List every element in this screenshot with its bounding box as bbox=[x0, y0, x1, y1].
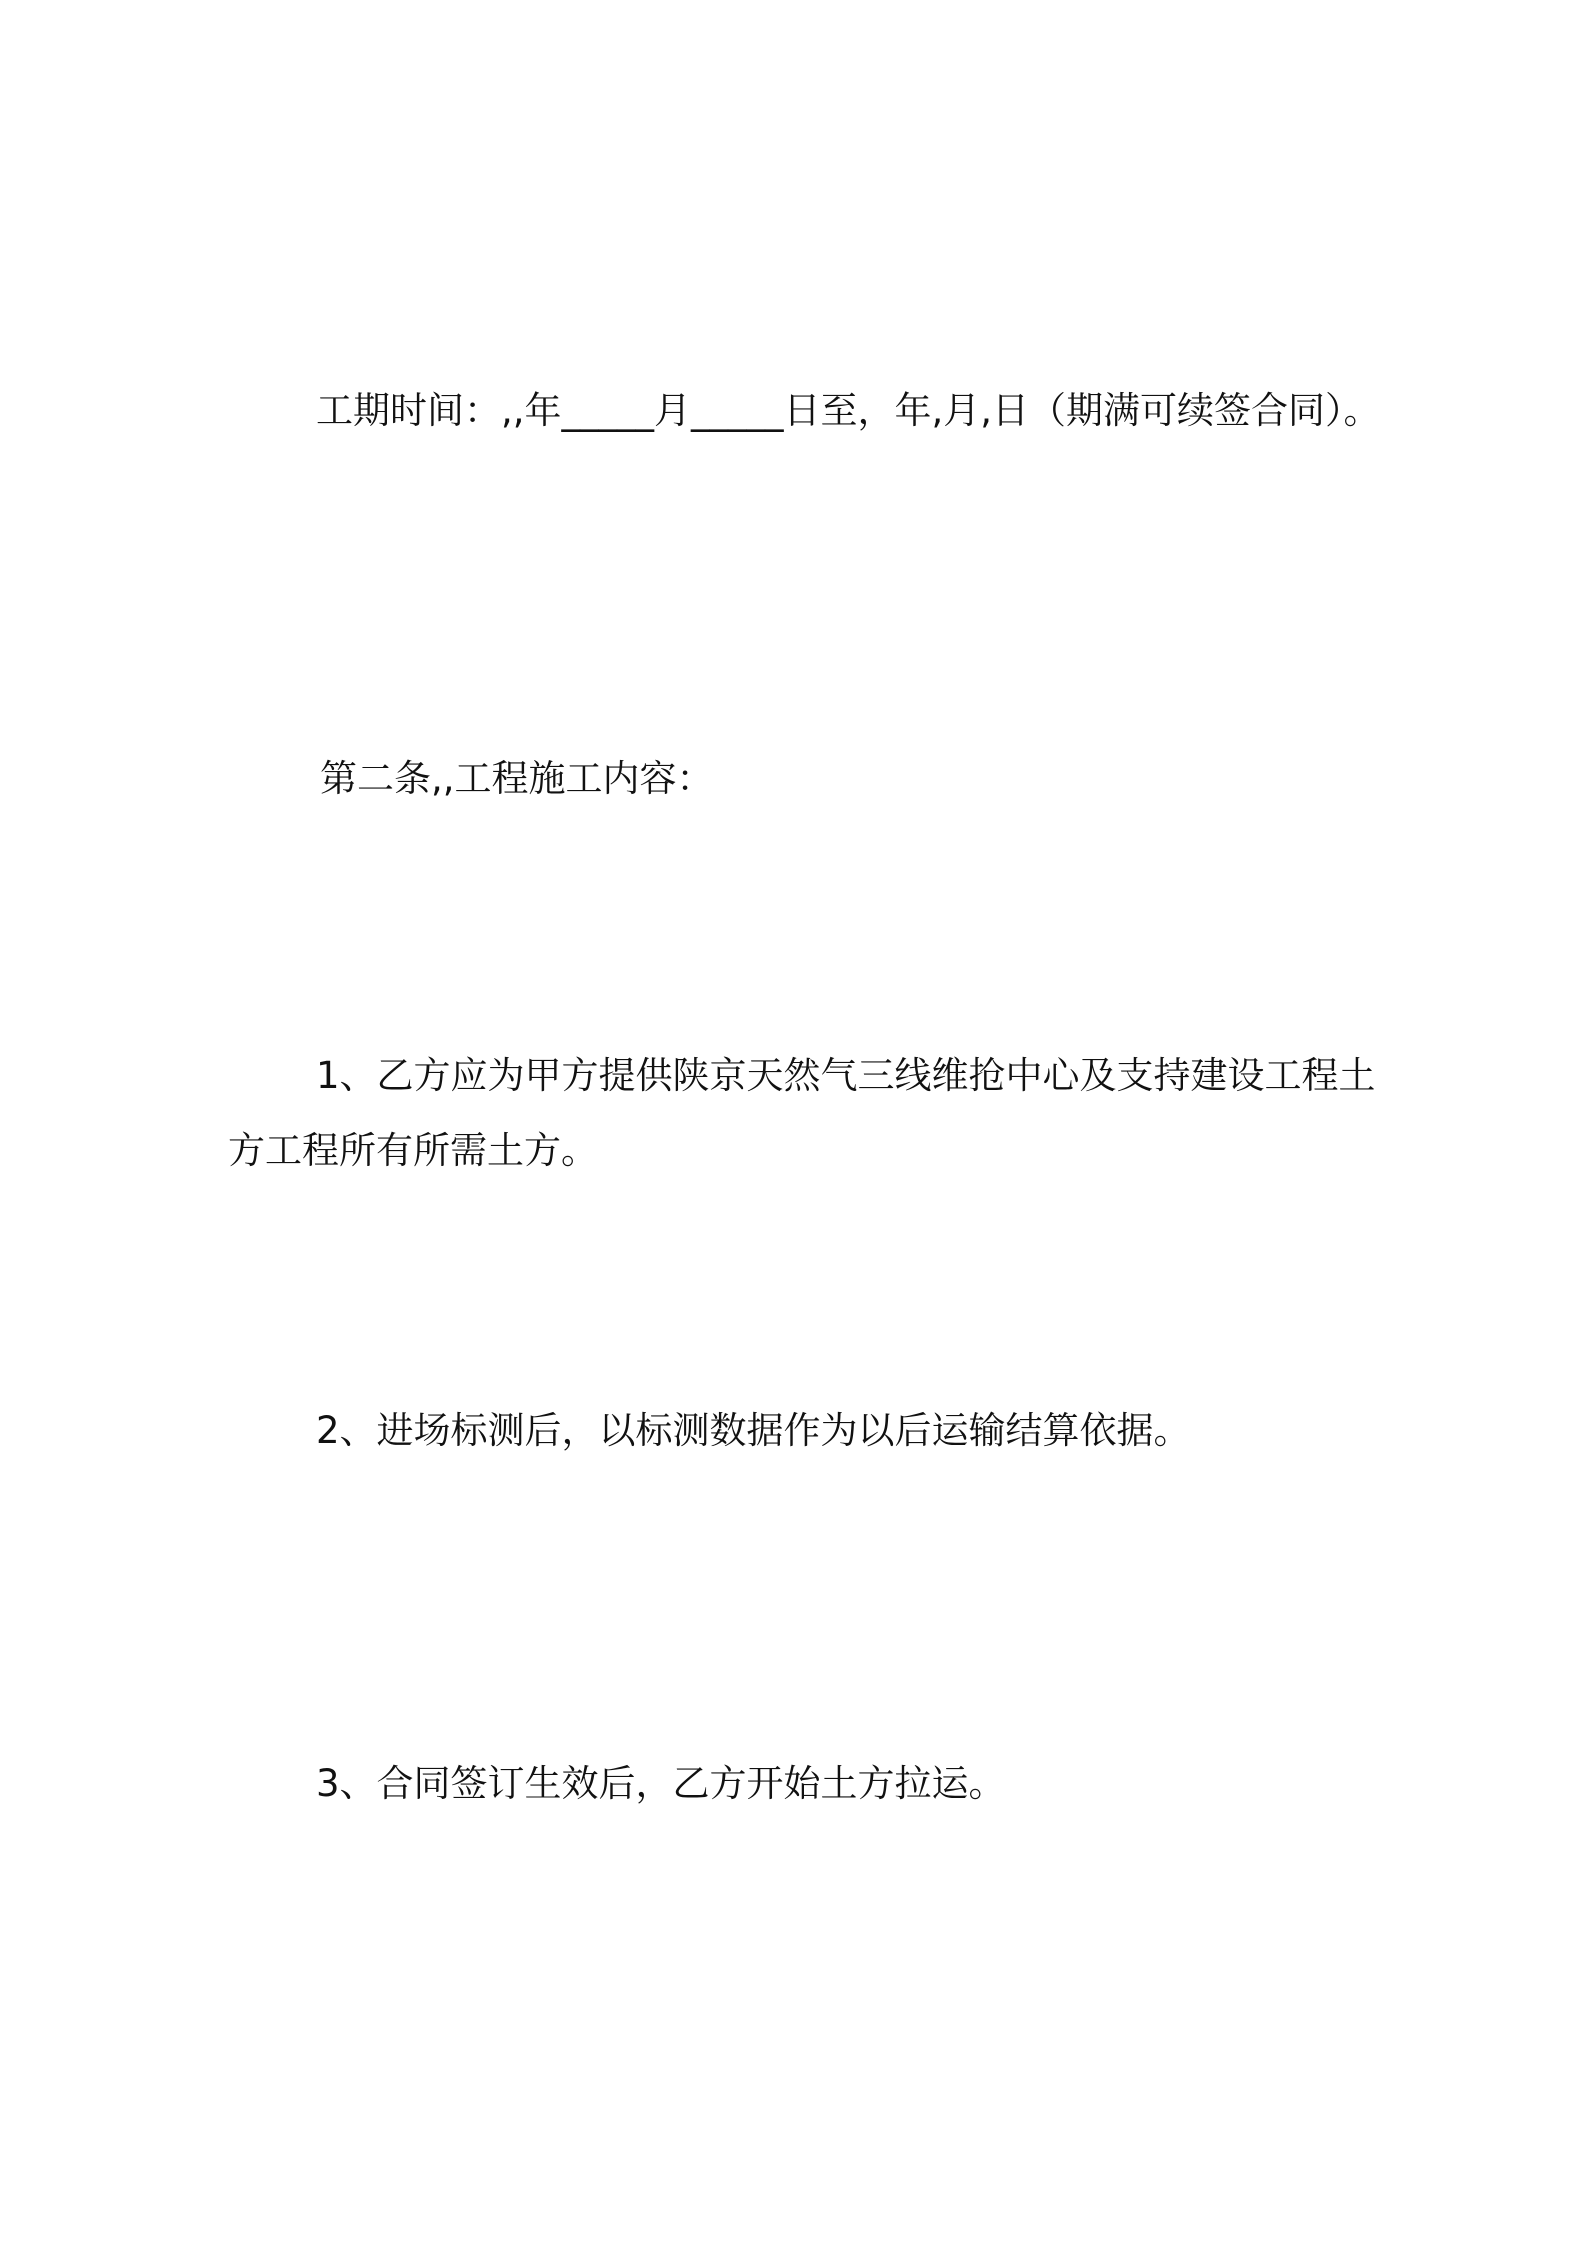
item-2: 2、进场标测后，以标测数据作为以后运输结算依据。 bbox=[316, 1409, 1191, 1452]
item-1-line-1: 1、乙方应为甲方提供陕京天然气三线维抢中心及支持建设工程土 bbox=[316, 1054, 1376, 1097]
article-2-heading: 第二条,,工程施工内容： bbox=[320, 757, 714, 800]
item-3: 3、合同签订生效后，乙方开始土方拉运。 bbox=[316, 1762, 1006, 1805]
work-period-line: 工期时间：,,年_____月_____日至，年,月,日（期满可续签合同）。 bbox=[316, 389, 1381, 432]
item-1-line-2: 方工程所有所需土方。 bbox=[228, 1129, 598, 1172]
